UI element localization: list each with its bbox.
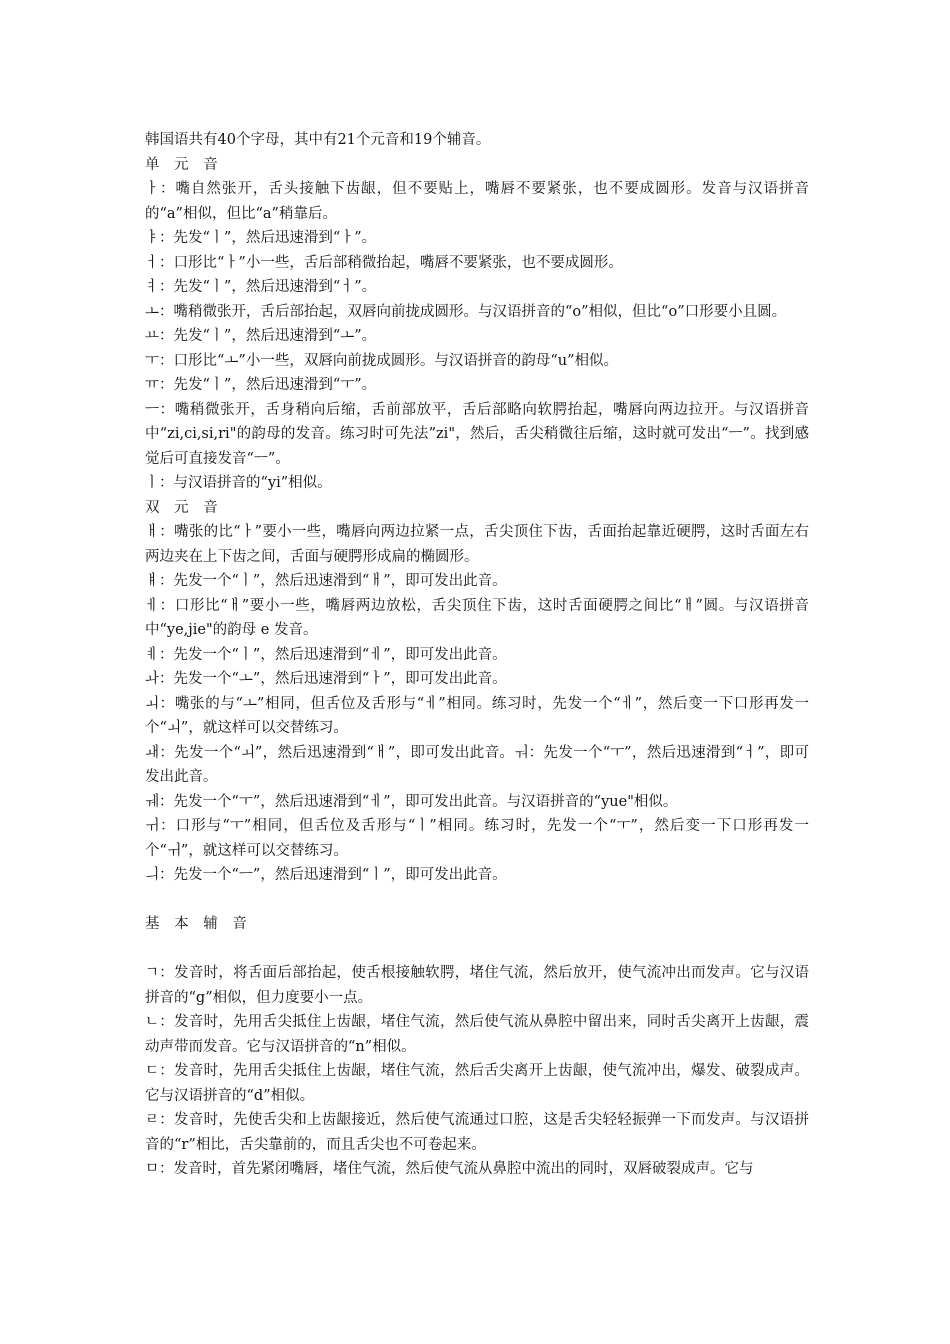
consonant-entry-r: ㄹ：发音时，先使舌尖和上齿龈接近，然后使气流通过口腔，这是舌尖轻轻振弹一下而发声。与汉语拼音的“r”相比，舌尖靠前的，而且舌尖也不可卷起来。: [145, 1112, 809, 1153]
intro-paragraph: 韩国语共有40个字母，其中有21个元音和19个辅音。: [145, 132, 491, 148]
vowel-entry-yo: ㅛ：先发“ㅣ”，然后迅速滑到“ㅗ”。: [145, 328, 377, 344]
vowel-entry-yae: ㅒ：先发一个“ㅣ”，然后迅速滑到“ㅐ”，即可发出此音。: [145, 573, 507, 589]
consonant-entry-m: ㅁ：发音时，首先紧闭嘴唇，堵住气流，然后使气流从鼻腔中流出的同时，双唇破裂成声。它与: [145, 1161, 754, 1177]
vowel-entry-u: ㅜ：口形比“ㅗ”小一些，双唇向前拢成圆形。与汉语拼音的韵母“u”相似。: [145, 352, 619, 369]
document-body: [145, 128, 809, 1182]
section-heading-diphthongs: 双 元 音: [145, 499, 223, 516]
vowel-entry-o: ㅗ：嘴稍微张开，舌后部抬起，双唇向前拢成圆形。与汉语拼音的“o”相似，但比“o”口形要小且圆。: [145, 303, 787, 320]
vowel-entry-yeo: ㅕ：先发“ㅣ”，然后迅速滑到“ㅓ”。: [145, 279, 377, 295]
vowel-entry-yu: ㅠ：先发“ㅣ”，然后迅速滑到“ㅜ”。: [145, 377, 377, 393]
section-heading-monophthongs: 单 元 音: [145, 156, 223, 173]
vowel-entry-i: ㅣ：与汉语拼音的“yi”相似。: [145, 475, 332, 491]
vowel-entry-wa: ㅘ：先发一个“ㅗ”，然后迅速滑到“ㅏ”，即可发出此音。: [145, 671, 507, 687]
vowel-entry-eu: ㅡ：嘴稍微张开，舌身稍向后缩，舌前部放平，舌后部略向软腭抬起，嘴唇向两边拉开。与汉语拼音中“zi,ci,si,ri"的韵母的发音。练习时可先法”zi"，然后，舌尖稍微往后缩，这时就可发出“ㅡ”。找到感觉后可直接发音“ㅡ”。: [145, 401, 809, 467]
vowel-entry-e: ㅔ：口形比“ㅐ”要小一些，嘴唇两边放松，舌尖顶住下齿，这时舌面硬腭之间比“ㅐ”圆。与汉语拼音中“ye,jie"的韵母 e 发音。: [145, 597, 809, 638]
consonant-entry-g: ㄱ：发音时，将舌面后部抬起，使舌根接触软腭，堵住气流，然后放开，使气流冲出而发声。它与汉语拼音的“g”相似，但力度要小一点。: [145, 965, 809, 1006]
vowel-entry-a: ㅏ：嘴自然张开，舌头接触下齿龈，但不要贴上，嘴唇不要紧张，也不要成圆形。发音与汉语拼音的“a”相似，但比“a”稍靠后。: [145, 181, 809, 222]
vowel-entry-we: ㅞ：先发一个“ㅜ”，然后迅速滑到“ㅔ”，即可发出此音。与汉语拼音的“yue"相似。: [145, 793, 678, 810]
consonant-entry-d: ㄷ：发音时，先用舌尖抵住上齿龈，堵住气流，然后舌尖离开上齿龈，使气流冲出，爆发、破裂成声。它与汉语拼音的“d”相似。: [145, 1063, 809, 1104]
spacer: [145, 937, 809, 962]
vowel-entry-wi: ㅟ：口形与“ㅜ”相同，但舌位及舌形与“ㅣ”相同。练习时，先发一个“ㅜ”，然后变一下口形再发一个“ㅟ”，就这样可以交替练习。: [145, 818, 809, 859]
vowel-entry-ye: ㅖ：先发一个“ㅣ”，然后迅速滑到“ㅔ”，即可发出此音。: [145, 646, 507, 663]
spacer: [145, 888, 809, 913]
section-heading-consonants: 基 本 辅 音: [145, 916, 252, 932]
vowel-entry-ui: ㅢ：先发一个“ㅡ”，然后迅速滑到“ㅣ”，即可发出此音。: [145, 867, 507, 883]
vowel-entry-ya: ㅑ：先发“ㅣ”，然后迅速滑到“ㅏ”。: [145, 230, 377, 246]
vowel-entry-eo: ㅓ：口形比“ㅏ”小一些，舌后部稍微抬起，嘴唇不要紧张，也不要成圆形。: [145, 254, 623, 271]
vowel-entry-oe: ㅚ：嘴张的与“ㅗ”相同，但舌位及舌形与“ㅔ”相同。练习时，先发一个“ㅔ”，然后变一下口形再发一个“ㅚ”，就这样可以交替练习。: [145, 695, 809, 736]
consonant-entry-n: ㄴ：发音时，先用舌尖抵住上齿龈，堵住气流，然后使气流从鼻腔中留出来，同时舌尖离开上齿龈，震动声带而发音。它与汉语拼音的“n”相似。: [145, 1014, 809, 1055]
vowel-entry-ae: ㅐ：嘴张的比“ㅏ”要小一些，嘴唇向两边拉紧一点，舌尖顶住下齿，舌面抬起靠近硬腭，这时舌面左右两边夹在上下齿之间，舌面与硬腭形成扁的椭圆形。: [145, 524, 809, 565]
vowel-entry-wae-wo: ㅙ：先发一个“ㅚ”，然后迅速滑到“ㅐ”，即可发出此音。ㅝ：先发一个“ㅜ”，然后迅速滑到“ㅓ”，即可发出此音。: [145, 744, 809, 785]
